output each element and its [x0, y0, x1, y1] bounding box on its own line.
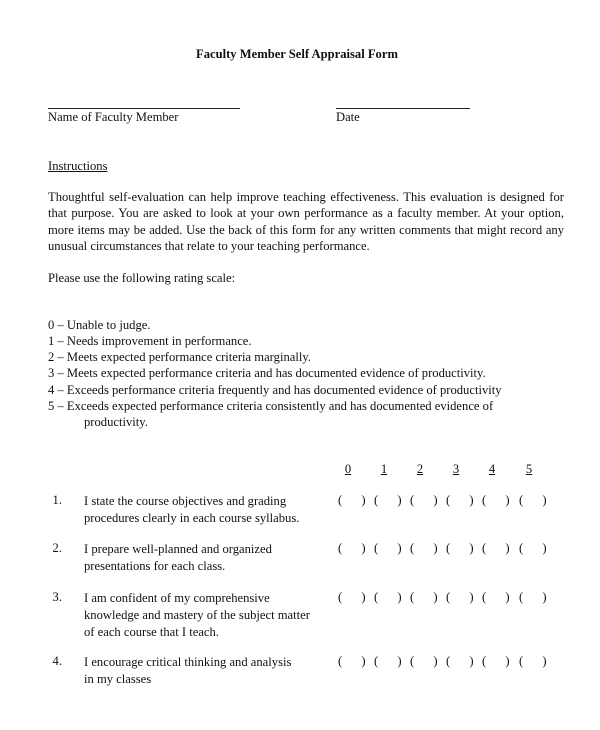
question-number: 3. — [52, 590, 62, 604]
rating-radio-q3-2[interactable]: ( ) — [410, 590, 446, 604]
rating-radio-q1-4[interactable]: ( ) — [482, 493, 518, 507]
rating-radio-q1-5[interactable]: ( ) — [519, 493, 555, 507]
instructions-heading: Instructions — [48, 159, 108, 173]
rating-header-2: 2 — [416, 462, 424, 476]
form-title: Faculty Member Self Appraisal Form — [196, 47, 398, 61]
rating-radio-q4-4[interactable]: ( ) — [482, 654, 518, 668]
rating-header-0: 0 — [344, 462, 352, 476]
date-signature-line[interactable] — [336, 108, 470, 109]
rating-radio-q2-5[interactable]: ( ) — [519, 541, 555, 555]
rating-radio-q1-0[interactable]: ( ) — [338, 493, 374, 507]
scale-item-2: 2 – Meets expected performance criteria marginally. — [48, 350, 311, 364]
scale-item-1: 1 – Needs improvement in performance. — [48, 334, 252, 348]
rating-header-1: 1 — [380, 462, 388, 476]
rating-header-3: 3 — [452, 462, 460, 476]
rating-radio-q1-1[interactable]: ( ) — [374, 493, 410, 507]
scale-item-5-continuation: productivity. — [84, 415, 148, 429]
rating-radio-q3-1[interactable]: ( ) — [374, 590, 410, 604]
rating-radio-q4-1[interactable]: ( ) — [374, 654, 410, 668]
scale-item-0: 0 – Unable to judge. — [48, 318, 151, 332]
scale-item-5: 5 – Exceeds expected performance criteria consistently and has documented evidence of — [48, 399, 494, 413]
rating-radio-q4-2[interactable]: ( ) — [410, 654, 446, 668]
name-field-label: Name of Faculty Member — [48, 110, 179, 124]
rating-radio-q4-5[interactable]: ( ) — [519, 654, 555, 668]
rating-radio-q3-5[interactable]: ( ) — [519, 590, 555, 604]
rating-radio-q2-0[interactable]: ( ) — [338, 541, 374, 555]
date-field-label: Date — [336, 110, 360, 124]
rating-radio-q4-0[interactable]: ( ) — [338, 654, 374, 668]
rating-radio-q3-3[interactable]: ( ) — [446, 590, 482, 604]
question-number: 2. — [52, 541, 62, 555]
rating-radio-q2-1[interactable]: ( ) — [374, 541, 410, 555]
question-number: 4. — [52, 654, 62, 668]
rating-radio-q1-3[interactable]: ( ) — [446, 493, 482, 507]
rating-scale-intro: Please use the following rating scale: — [48, 271, 236, 285]
name-signature-line[interactable] — [48, 108, 240, 109]
rating-radio-q2-2[interactable]: ( ) — [410, 541, 446, 555]
scale-item-3: 3 – Meets expected performance criteria and has documented evidence of productivity. — [48, 366, 486, 380]
scale-item-4: 4 – Exceeds performance criteria frequently and has documented evidence of productivity — [48, 383, 502, 397]
rating-radio-q3-0[interactable]: ( ) — [338, 590, 374, 604]
rating-radio-q3-4[interactable]: ( ) — [482, 590, 518, 604]
question-text: I state the course objectives and grading procedures clearly in each course syllabus. — [84, 494, 300, 525]
question-text: I prepare well-planned and organized presentations for each class. — [84, 542, 272, 573]
rating-header-4: 4 — [488, 462, 496, 476]
rating-header-5: 5 — [525, 462, 533, 476]
rating-radio-q1-2[interactable]: ( ) — [410, 493, 446, 507]
rating-radio-q4-3[interactable]: ( ) — [446, 654, 482, 668]
question-text: I am confident of my comprehensive knowledge and mastery of the subject matter of each course that I teach. — [84, 591, 310, 639]
rating-radio-q2-4[interactable]: ( ) — [482, 541, 518, 555]
instructions-paragraph: Thoughtful self-evaluation can help improve teaching effectiveness. This evaluation is designed for that purpose. You are asked to look at your own performance as a faculty member. At your option, more items may be added. Use the back of this form for any written comments that might record any unusual circumstances that relate to your teaching performance. — [48, 190, 564, 254]
rating-radio-q2-3[interactable]: ( ) — [446, 541, 482, 555]
question-text: I encourage critical thinking and analysis in my classes — [84, 655, 292, 686]
question-number: 1. — [52, 493, 62, 507]
